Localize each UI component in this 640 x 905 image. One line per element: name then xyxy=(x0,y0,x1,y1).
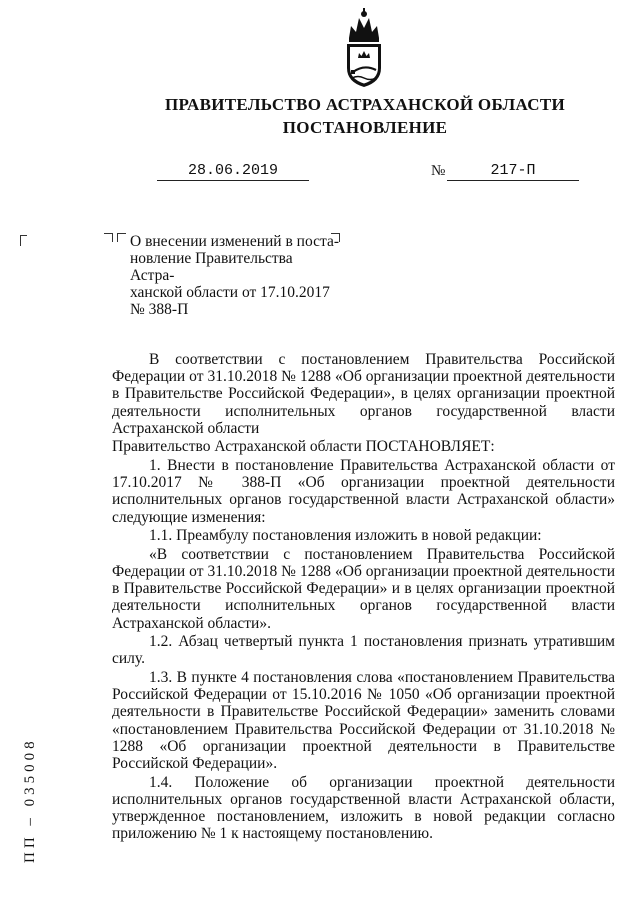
subject-corner-mark xyxy=(104,233,113,242)
subject-line: № 388-П xyxy=(130,301,189,318)
document-body xyxy=(112,351,615,844)
document-number: 217-П xyxy=(447,162,579,181)
document-date: 28.06.2019 xyxy=(157,162,309,181)
subject-line: ханской области от 17.10.2017 xyxy=(130,284,330,301)
subject-corner-mark xyxy=(117,233,126,242)
body-paragraph: В соответствии с постановлением Правительства Российской Федерации от 31.10.2018 № 1288 «Об организации проектной деятельности в Правительстве Российской Федерации», в целях организации проектной деятельности исполнительных органов государственной власти Астраханской области xyxy=(112,351,615,437)
body-paragraph: 1.1. Преамбулу постановления изложить в новой редакции: xyxy=(149,527,542,545)
government-title: ПРАВИТЕЛЬСТВО АСТРАХАНСКОЙ ОБЛАСТИ xyxy=(165,95,565,114)
number-label: № xyxy=(431,163,446,179)
body-paragraph: 1.2. Абзац четвертый пункта 1 постановления признать утратившим силу. xyxy=(112,633,615,668)
subject-line: новление Правительства Астра- xyxy=(130,250,293,284)
subject-block xyxy=(130,233,340,318)
subject-line: О внесении изменений в поста- xyxy=(130,233,339,250)
astrakhan-coat-of-arms-icon xyxy=(339,8,389,88)
body-paragraph: 1.4. Положение об организации проектной деятельности исполнительных органов государственной власти Астраханской области, утвержденное постановлением, изложить в новой редакции согласно приложению № 1 к настоящему постановлению. xyxy=(112,773,615,843)
body-paragraph: 1.3. В пункте 4 постановления слова «постановлением Правительства Российской Федерации от 15.10.2016 № 1050 «Об организации проектной деятельности в Правительстве Российской Федерации» заменить словами «постановлением Правительства Российской Федерации от 31.10.2018 № 1288 «Об организации проектной деятельности в Правительстве Российской Федерации». xyxy=(112,669,615,773)
body-paragraph: Правительство Астраханской области ПОСТАНОВЛЯЕТ: xyxy=(112,438,495,456)
body-paragraph: 1. Внести в постановление Правительства Астраханской области от 17.10.2017 № 388-П «Об организации проектной деятельности исполнительных органов государственной власти Астраханской области» следующие изменения: xyxy=(112,457,615,526)
body-paragraph: «В соответствии с постановлением Правительства Российской Федерации от 31.10.2018 № 1288 «Об организации проектной деятельности в Правительстве Российской Федерации» и в целях организации проектной деятельности исполнительных органов государственной власти Астраханской области». xyxy=(112,545,615,632)
serial-number: ПП – 035008 xyxy=(22,737,38,863)
margin-mark xyxy=(20,235,27,246)
document-type: ПОСТАНОВЛЕНИЕ xyxy=(282,118,448,137)
